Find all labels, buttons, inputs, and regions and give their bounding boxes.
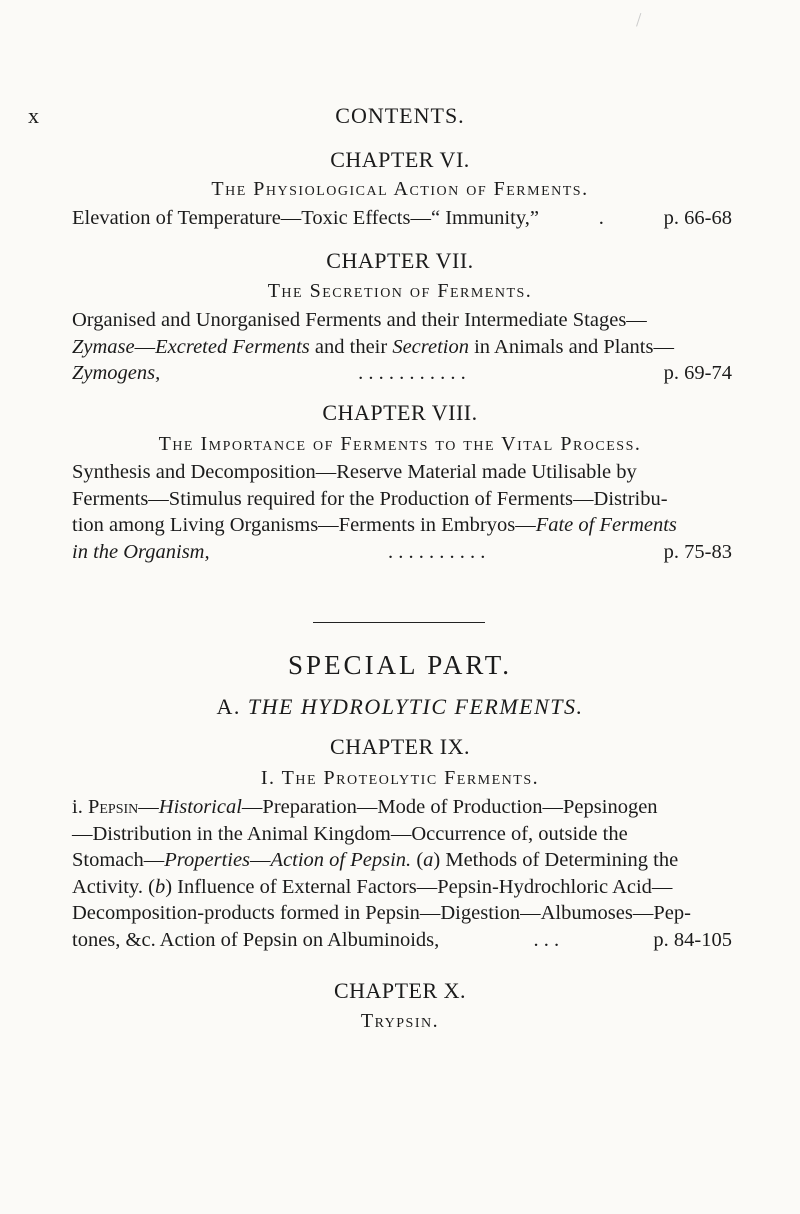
- toc-line: [72, 874, 732, 901]
- toc-line: [72, 205, 732, 232]
- toc-text: Stomach—: [72, 849, 165, 871]
- special-part-subtitle: [0, 694, 800, 720]
- toc-line-text: in the Organism,: [72, 540, 210, 563]
- toc-page-ref: p. 66-68: [663, 207, 732, 229]
- toc-italic: Historical: [158, 796, 242, 818]
- toc-page-ref: p. 69-74: [663, 362, 732, 384]
- chapter-9-contents: [72, 794, 732, 953]
- toc-line: [72, 334, 732, 361]
- toc-italic: Action of Pepsin.: [270, 849, 412, 871]
- toc-line: [72, 360, 732, 387]
- toc-italic: Secretion: [392, 335, 469, 358]
- subtitle-letter: A.: [216, 694, 248, 719]
- chapter-7-contents: [72, 307, 732, 387]
- toc-text: —: [134, 335, 156, 358]
- toc-line-text: Zymogens,: [72, 362, 161, 384]
- toc-smallcaps: Pepsin: [87, 796, 139, 818]
- chapter-8-title: The Importance of Ferments to the Vital Process.: [158, 433, 642, 455]
- page-number: x: [28, 103, 39, 128]
- toc-line: —Distribution in the Animal Kingdom—Occurrence of, outside the: [72, 822, 628, 845]
- chapter-7-title: The Secretion of Ferments.: [267, 280, 533, 302]
- toc-line: Synthesis and Decomposition—Reserve Material made Utilisable by: [72, 461, 637, 483]
- toc-page-ref: p. 84-105: [653, 928, 732, 951]
- toc-text: ) Influence of External Factors—Pepsin-Hydrochloric Acid—: [165, 875, 673, 898]
- toc-italic: b: [154, 875, 166, 898]
- chapter-8-heading: CHAPTER VIII.: [322, 400, 478, 425]
- chapter-7-heading: CHAPTER VII.: [326, 248, 474, 273]
- toc-text: i.: [72, 796, 88, 818]
- toc-text: —: [250, 849, 271, 871]
- running-title: CONTENTS.: [335, 103, 465, 128]
- toc-leader-dots: . . . . . . . . . . .: [358, 362, 466, 384]
- chapter-9-title: I. The Proteolytic Ferments.: [260, 767, 540, 789]
- toc-text: —: [138, 796, 159, 818]
- toc-text: —Preparation—Mode of Production—Pepsinogen: [241, 796, 658, 818]
- page-mark: [636, 13, 649, 29]
- chapter-10-title: Trypsin.: [360, 1010, 440, 1032]
- toc-line: [72, 927, 732, 954]
- toc-line: [72, 794, 732, 821]
- toc-leader-dots: . . .: [533, 928, 560, 951]
- toc-line: Ferments—Stimulus required for the Production of Ferments—Distribu-: [72, 487, 668, 510]
- toc-text: in Animals and Plants—: [468, 335, 674, 358]
- toc-leader-dots: .: [598, 207, 604, 229]
- chapter-8-contents: [72, 459, 732, 565]
- chapter-9-heading: CHAPTER IX.: [330, 734, 470, 759]
- toc-line: Organised and Unorganised Ferments and their Intermediate Stages—: [72, 309, 647, 331]
- toc-text: (: [411, 849, 424, 871]
- toc-text: and their: [309, 335, 393, 358]
- chapter-6-contents: [72, 205, 732, 232]
- toc-line: Decomposition-products formed in Pepsin—Digestion—Albumoses—Pep-: [72, 902, 691, 924]
- toc-italic: Excreted Ferments: [155, 335, 310, 358]
- toc-line: [72, 512, 732, 539]
- chapter-10-heading: CHAPTER X.: [333, 978, 467, 1003]
- toc-line-text: tones, &c. Action of Pepsin on Albuminoids,: [72, 928, 440, 951]
- chapter-6-title: The Physiological Action of Ferments.: [211, 178, 589, 200]
- toc-line-text: Elevation of Temperature—Toxic Effects—“ Immunity,”: [72, 207, 539, 229]
- toc-italic: Properties: [164, 849, 251, 871]
- toc-text: ) Methods of Determining the: [433, 849, 679, 871]
- toc-italic: a: [423, 849, 434, 871]
- section-divider: [313, 622, 485, 623]
- toc-text: Activity. (: [72, 875, 155, 898]
- toc-italic: Zymase: [72, 335, 135, 358]
- toc-italic: Fate of Ferments: [535, 514, 677, 536]
- toc-text: tion among Living Organisms—Ferments in Embryos—: [72, 514, 536, 536]
- toc-line: [72, 847, 732, 874]
- toc-line: [72, 539, 732, 566]
- toc-leader-dots: . . . . . . . . . .: [387, 540, 486, 563]
- toc-page-ref: p. 75-83: [663, 540, 732, 563]
- chapter-6-heading: CHAPTER VI.: [330, 147, 470, 172]
- subtitle-italic: THE HYDROLYTIC FERMENTS.: [247, 694, 584, 719]
- special-part-title: SPECIAL PART.: [288, 650, 512, 680]
